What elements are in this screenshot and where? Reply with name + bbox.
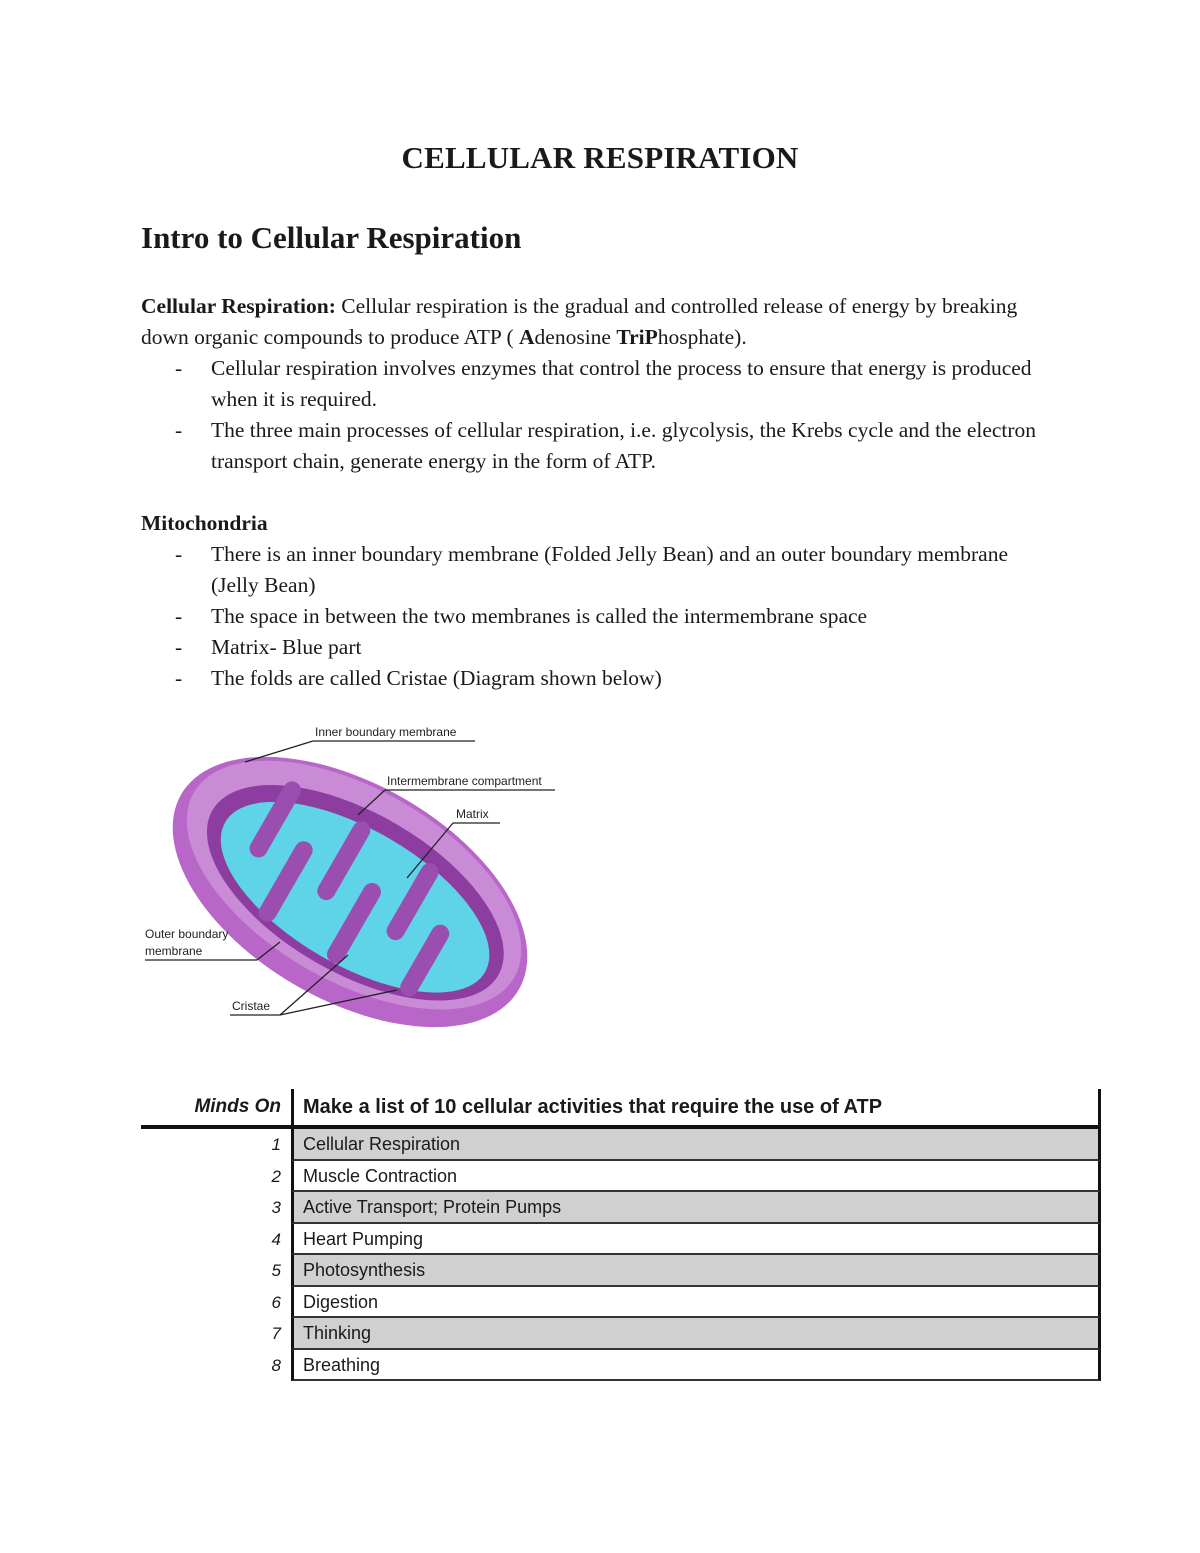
table-row	[141, 1318, 1101, 1350]
row-number: 3	[271, 1198, 281, 1217]
atp-letter-a: A	[519, 325, 535, 349]
row-activity: Digestion	[291, 1287, 1101, 1319]
row-number: 7	[271, 1324, 281, 1343]
bullet-text: Matrix- Blue part	[211, 635, 362, 659]
term-label: Cellular Respiration:	[141, 294, 336, 318]
atp-word-denosine: denosine	[534, 325, 617, 349]
bullet-dash: -	[175, 666, 183, 690]
atp-letter-p: P	[644, 325, 658, 349]
header-prompt: Make a list of 10 cellular activities that require the use of ATP	[291, 1089, 1101, 1125]
table-header-row	[141, 1089, 1101, 1129]
label-outer-membrane-line2: membrane	[145, 944, 203, 958]
label-outer-membrane-line1: Outer boundary	[145, 927, 229, 941]
bullet-dash: -	[175, 604, 183, 628]
table-row	[141, 1129, 1101, 1161]
bullet-dash: -	[175, 356, 183, 380]
bullet-text: There is an inner boundary membrane (Folded Jelly Bean) and an outer boundary membrane (Jelly Bean)	[211, 542, 1009, 597]
minds-on-table	[141, 1089, 1101, 1381]
table-row	[141, 1350, 1101, 1382]
row-activity: Thinking	[291, 1318, 1101, 1350]
row-number: 1	[271, 1135, 281, 1154]
bullet-text: The space in between the two membranes is called the intermembrane space	[211, 604, 868, 628]
label-inner-membrane: Inner boundary membrane	[315, 725, 457, 739]
bullet-dash: -	[175, 542, 183, 566]
bullet-text: The folds are called Cristae (Diagram shown below)	[211, 666, 662, 690]
list-item	[141, 415, 1061, 477]
mitochondria-bullet-list	[141, 539, 1061, 694]
bullet-dash: -	[175, 418, 183, 442]
atp-word-hosphate: hosphate).	[657, 325, 747, 349]
list-item	[141, 601, 1061, 632]
label-cristae: Cristae	[232, 999, 271, 1013]
mitochondrion-diagram	[135, 712, 565, 1057]
label-matrix: Matrix	[456, 807, 489, 821]
header-minds-on: Minds On	[194, 1096, 281, 1117]
table-row	[141, 1161, 1101, 1193]
list-item	[141, 632, 1061, 663]
row-number: 6	[271, 1292, 281, 1312]
atp-word-tri: Tri	[616, 325, 645, 349]
table-row	[141, 1224, 1101, 1256]
table-row	[141, 1192, 1101, 1224]
row-activity: Breathing	[291, 1350, 1101, 1382]
table-row	[141, 1255, 1101, 1287]
list-item	[141, 539, 1061, 601]
row-activity: Muscle Contraction	[291, 1161, 1101, 1193]
bullet-text: The three main processes of cellular respiration, i.e. glycolysis, the Krebs cycle and the electron transport chain, generate energy in the form of ATP.	[211, 418, 1037, 473]
row-activity: Active Transport; Protein Pumps	[291, 1192, 1101, 1224]
bullet-dash: -	[175, 635, 183, 659]
page-title: CELLULAR RESPIRATION	[401, 140, 799, 175]
bullet-text: Cellular respiration involves enzymes that control the process to ensure that energy is produced when it is required.	[211, 356, 1032, 411]
table-row	[141, 1287, 1101, 1319]
list-item	[141, 663, 1061, 694]
row-number: 8	[271, 1355, 281, 1375]
mitochondria-heading: Mitochondria	[141, 511, 268, 535]
row-number: 5	[271, 1261, 281, 1280]
term-definition: Cellular respiration is the gradual and controlled release of energy by breaking down organic compounds to produce ATP (	[141, 294, 1018, 349]
label-intermembrane: Intermembrane compartment	[387, 774, 542, 788]
row-activity: Photosynthesis	[291, 1255, 1101, 1287]
intro-bullet-list	[141, 353, 1061, 477]
row-number: 2	[271, 1166, 281, 1186]
intro-paragraph	[141, 291, 1061, 353]
row-activity: Heart Pumping	[291, 1224, 1101, 1256]
row-activity: Cellular Respiration	[291, 1129, 1101, 1161]
row-number: 4	[271, 1229, 281, 1249]
section-heading: Intro to Cellular Respiration	[141, 220, 522, 255]
list-item	[141, 353, 1061, 415]
